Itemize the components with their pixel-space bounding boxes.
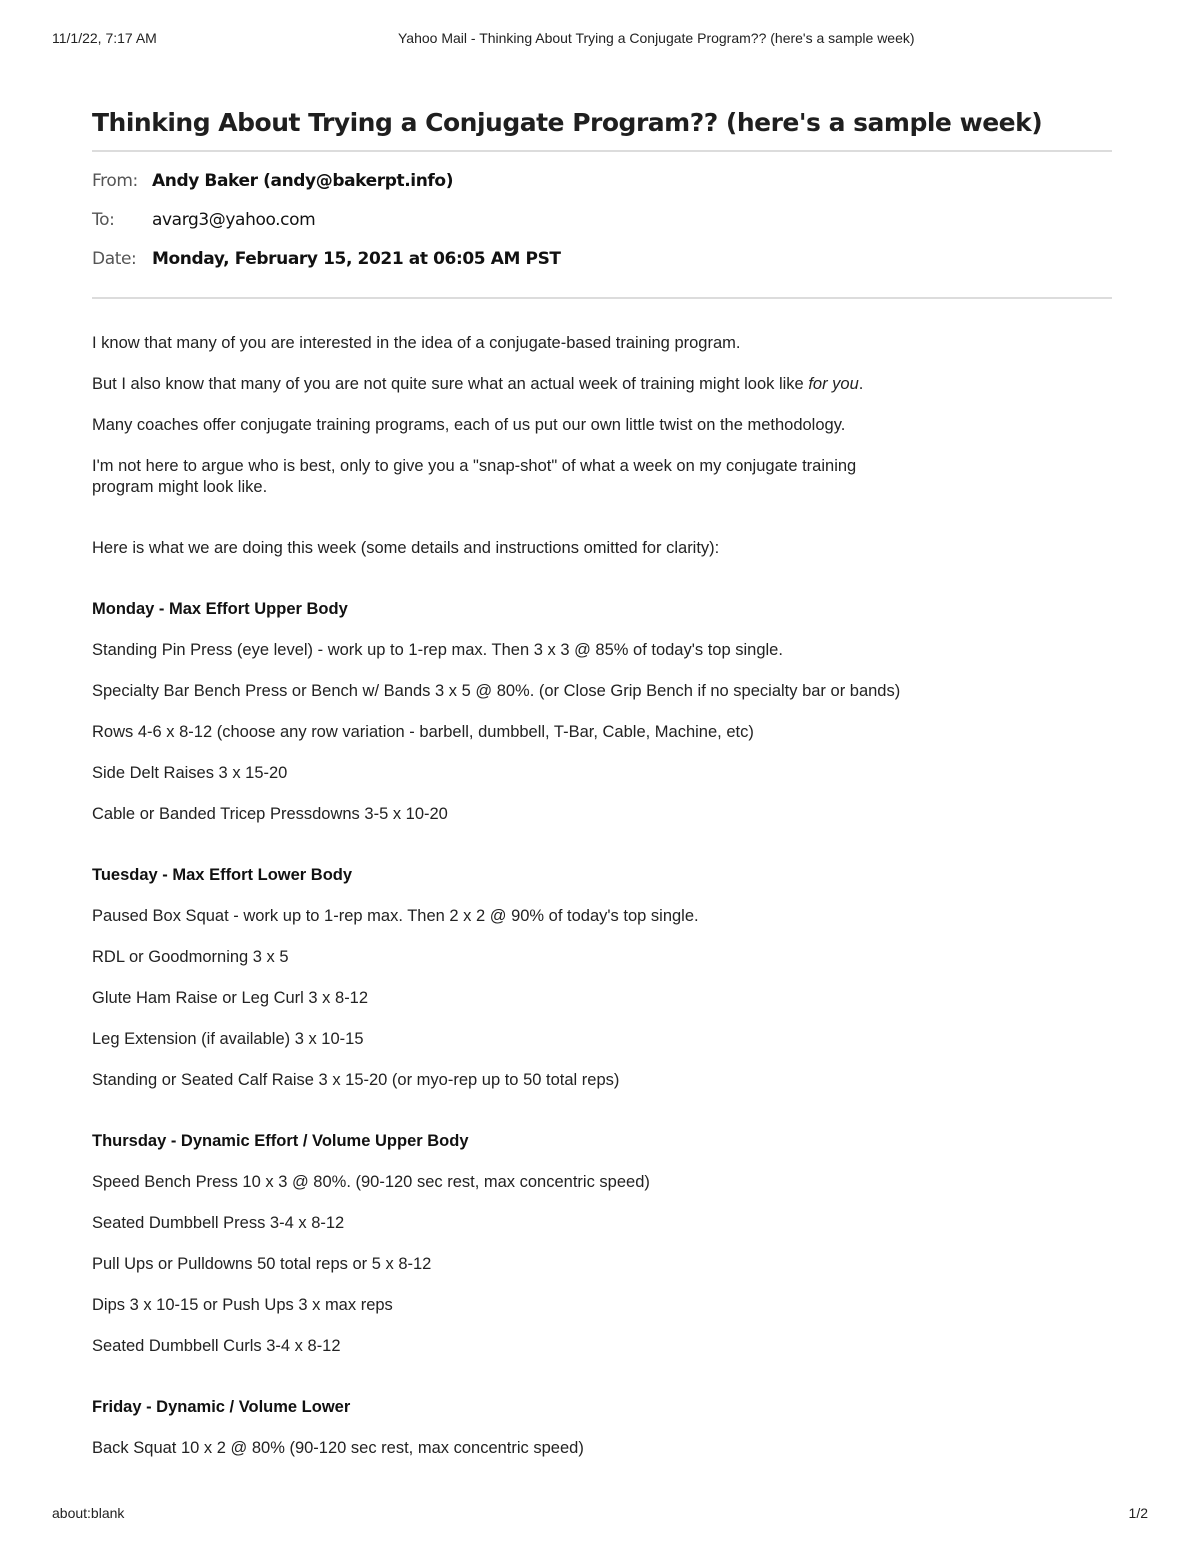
print-footer xyxy=(52,1505,1148,1525)
exercise-line: Rows 4-6 x 8-12 (choose any row variation - barbell, dumbbell, T-Bar, Cable, Machine, etc) xyxy=(92,723,754,741)
exercise-line: Pull Ups or Pulldowns 50 total reps or 5 x 8-12 xyxy=(92,1255,432,1273)
body-paragraph: I'm not here to argue who is best, only to give you a "snap-shot" of what a week on my conjugate training program might look like. xyxy=(92,457,857,496)
exercise-line: Seated Dumbbell Press 3-4 x 8-12 xyxy=(92,1214,345,1232)
to-label: To: xyxy=(92,210,115,230)
exercise-line: Glute Ham Raise or Leg Curl 3 x 8-12 xyxy=(92,989,369,1007)
body-paragraph: I know that many of you are interested in the idea of a conjugate-based training program. xyxy=(92,334,741,352)
body-paragraph: Here is what we are doing this week (some details and instructions omitted for clarity): xyxy=(92,539,720,557)
body-paragraph: Many coaches offer conjugate training programs, each of us put our own little twist on the methodology. xyxy=(92,416,846,434)
day-heading: Monday - Max Effort Upper Body xyxy=(92,600,348,618)
exercise-line: Seated Dumbbell Curls 3-4 x 8-12 xyxy=(92,1337,341,1355)
spacer xyxy=(92,579,1112,599)
print-header xyxy=(52,30,1148,50)
day-heading: Tuesday - Max Effort Lower Body xyxy=(92,866,353,884)
paragraph-end: . xyxy=(858,375,864,393)
meta-divider xyxy=(92,297,1112,299)
print-timestamp: 11/1/22, 7:17 AM xyxy=(52,30,157,46)
to-value[interactable]: avarg3@yahoo.com xyxy=(152,210,316,230)
spacer xyxy=(92,518,1112,538)
exercise-line: Side Delt Raises 3 x 15-20 xyxy=(92,764,288,782)
body-paragraph xyxy=(92,374,1112,395)
day-section-friday xyxy=(92,1397,1112,1459)
exercise-line: Back Squat 10 x 2 @ 80% (90-120 sec rest, max concentric speed) xyxy=(92,1439,584,1457)
day-section-monday xyxy=(92,599,1112,825)
emphasis-text: for you xyxy=(808,375,859,393)
email-message xyxy=(92,104,1112,1479)
day-heading: Thursday - Dynamic Effort / Volume Upper Body xyxy=(92,1132,469,1150)
exercise-line: Paused Box Squat - work up to 1-rep max. Then 2 x 2 @ 90% of today's top single. xyxy=(92,907,699,925)
spacer xyxy=(92,1377,1112,1397)
exercise-line: Leg Extension (if available) 3 x 10-15 xyxy=(92,1030,364,1048)
page-number: 1/2 xyxy=(1128,1505,1148,1521)
day-section-tuesday xyxy=(92,865,1112,1091)
to-row xyxy=(92,205,1112,244)
date-label: Date: xyxy=(92,249,137,269)
date-value: Monday, February 15, 2021 at 06:05 AM PST xyxy=(152,249,561,269)
day-section-thursday xyxy=(92,1131,1112,1357)
paragraph-text: But I also know that many of you are not quite sure what an actual week of training might look like xyxy=(92,375,809,393)
exercise-line: Standing Pin Press (eye level) - work up to 1-rep max. Then 3 x 3 @ 85% of today's top single. xyxy=(92,641,783,659)
print-page-title: Yahoo Mail - Thinking About Trying a Conjugate Program?? (here's a sample week) xyxy=(398,30,915,46)
exercise-line: Specialty Bar Bench Press or Bench w/ Bands 3 x 5 @ 80%. (or Close Grip Bench if no specialty bar or bands) xyxy=(92,682,901,700)
from-value[interactable]: Andy Baker (andy@bakerpt.info) xyxy=(152,171,454,191)
exercise-line: Dips 3 x 10-15 or Push Ups 3 x max reps xyxy=(92,1296,393,1314)
email-subject: Thinking About Trying a Conjugate Program?? (here's a sample week) xyxy=(92,108,1043,137)
from-label: From: xyxy=(92,171,138,191)
from-row xyxy=(92,166,1112,205)
email-body xyxy=(92,333,1112,1459)
print-url: about:blank xyxy=(52,1505,125,1521)
email-meta xyxy=(92,152,1112,297)
day-heading: Friday - Dynamic / Volume Lower xyxy=(92,1398,351,1416)
spacer xyxy=(92,845,1112,865)
spacer xyxy=(92,1111,1112,1131)
exercise-line: Cable or Banded Tricep Pressdowns 3-5 x 10-20 xyxy=(92,805,448,823)
exercise-line: Speed Bench Press 10 x 3 @ 80%. (90-120 sec rest, max concentric speed) xyxy=(92,1173,650,1191)
exercise-line: Standing or Seated Calf Raise 3 x 15-20 (or myo-rep up to 50 total reps) xyxy=(92,1071,620,1089)
exercise-line: RDL or Goodmorning 3 x 5 xyxy=(92,948,289,966)
date-row xyxy=(92,244,1112,283)
